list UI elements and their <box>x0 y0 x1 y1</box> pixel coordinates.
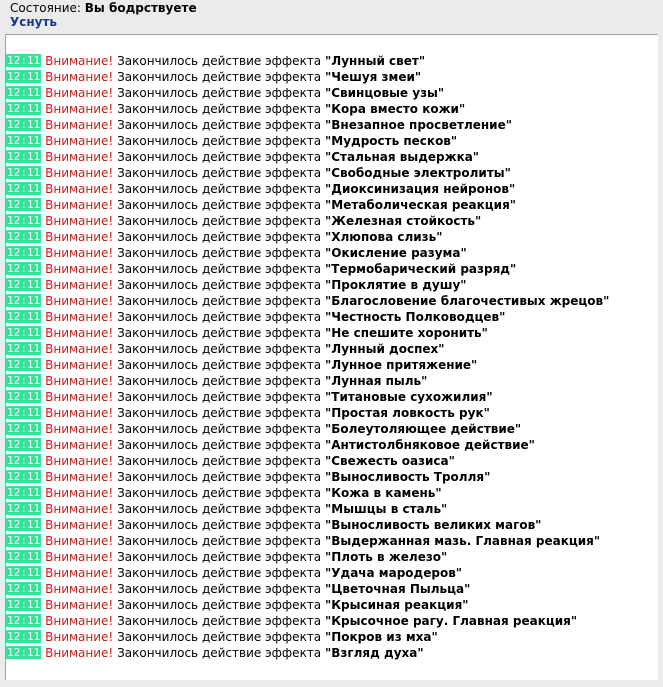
message-timestamp[interactable]: 12:11 <box>7 182 41 195</box>
chat-message <box>6 421 658 437</box>
message-timestamp[interactable]: 12:11 <box>7 390 41 403</box>
warning-label: Внимание! <box>45 518 114 532</box>
message-timestamp[interactable]: 12:11 <box>7 230 41 243</box>
warning-label: Внимание! <box>45 502 114 516</box>
chat-message <box>6 325 658 341</box>
chat-message <box>6 629 658 645</box>
message-timestamp[interactable]: 12:11 <box>7 54 41 67</box>
effect-name: "Титановые сухожилия" <box>325 390 493 404</box>
message-text: Закончилось действие эффекта <box>117 294 322 308</box>
chat-message <box>6 117 658 133</box>
message-timestamp[interactable]: 12:11 <box>7 118 41 131</box>
message-text: Закончилось действие эффекта <box>117 406 322 420</box>
message-timestamp[interactable]: 12:11 <box>7 326 41 339</box>
chat-message <box>6 437 658 453</box>
status-value: Вы бодрствуете <box>84 1 197 15</box>
effect-name: "Стальная выдержка" <box>325 150 480 164</box>
chat-message <box>6 549 658 565</box>
warning-label: Внимание! <box>45 566 114 580</box>
effect-name: "Благословение благочестивых жрецов" <box>325 294 610 308</box>
effect-name: "Мышцы в сталь" <box>325 502 448 516</box>
message-text: Закончилось действие эффекта <box>117 438 322 452</box>
message-timestamp[interactable]: 12:11 <box>7 422 41 435</box>
message-timestamp[interactable]: 12:11 <box>7 214 41 227</box>
message-timestamp[interactable]: 12:11 <box>7 374 41 387</box>
chat-message <box>6 389 658 405</box>
chat-message <box>6 293 658 309</box>
warning-label: Внимание! <box>45 310 114 324</box>
chat-message <box>6 533 658 549</box>
message-text: Закончилось действие эффекта <box>117 134 322 148</box>
message-timestamp[interactable]: 12:11 <box>7 358 41 371</box>
message-timestamp[interactable]: 12:11 <box>7 294 41 307</box>
message-text: Закончилось действие эффекта <box>117 502 322 516</box>
message-timestamp[interactable]: 12:11 <box>7 262 41 275</box>
effect-name: "Лунная пыль" <box>325 374 428 388</box>
effect-name: "Покров из мха" <box>325 630 438 644</box>
message-text: Закончилось действие эффекта <box>117 598 322 612</box>
message-text: Закончилось действие эффекта <box>117 582 322 596</box>
chat-message <box>6 261 658 277</box>
warning-label: Внимание! <box>45 614 114 628</box>
message-timestamp[interactable]: 12:11 <box>7 454 41 467</box>
warning-label: Внимание! <box>45 326 114 340</box>
effect-name: "Диоксинизация нейронов" <box>325 182 516 196</box>
warning-label: Внимание! <box>45 358 114 372</box>
message-text: Закончилось действие эффекта <box>117 86 322 100</box>
warning-label: Внимание! <box>45 54 114 68</box>
message-timestamp[interactable]: 12:11 <box>7 486 41 499</box>
warning-label: Внимание! <box>45 646 114 660</box>
message-text: Закончилось действие эффекта <box>117 486 322 500</box>
warning-label: Внимание! <box>45 454 114 468</box>
message-timestamp[interactable]: 12:11 <box>7 582 41 595</box>
effect-name: "Антистолбняковое действие" <box>325 438 535 452</box>
message-timestamp[interactable]: 12:11 <box>7 198 41 211</box>
effect-name: "Термобарический разряд" <box>325 262 517 276</box>
chat-message <box>6 213 658 229</box>
chat-message <box>6 309 658 325</box>
chat-message <box>6 181 658 197</box>
message-timestamp[interactable]: 12:11 <box>7 598 41 611</box>
message-text: Закончилось действие эффекта <box>117 182 322 196</box>
message-timestamp[interactable]: 12:11 <box>7 246 41 259</box>
effect-name: "Честность Полководцев" <box>325 310 506 324</box>
message-text: Закончилось действие эффекта <box>117 214 322 228</box>
warning-label: Внимание! <box>45 70 114 84</box>
message-text: Закончилось действие эффекта <box>117 118 322 132</box>
warning-label: Внимание! <box>45 294 114 308</box>
effect-name: "Крысочное рагу. Главная реакция" <box>325 614 578 628</box>
message-timestamp[interactable]: 12:11 <box>7 70 41 83</box>
warning-label: Внимание! <box>45 134 114 148</box>
message-timestamp[interactable]: 12:11 <box>7 518 41 531</box>
message-text: Закончилось действие эффекта <box>117 326 322 340</box>
message-text: Закончилось действие эффекта <box>117 550 322 564</box>
effect-name: "Лунный свет" <box>325 54 426 68</box>
warning-label: Внимание! <box>45 550 114 564</box>
warning-label: Внимание! <box>45 150 114 164</box>
warning-label: Внимание! <box>45 166 114 180</box>
effect-name: "Выносливость Тролля" <box>325 470 491 484</box>
warning-label: Внимание! <box>45 486 114 500</box>
chat-message <box>6 133 658 149</box>
chat-message <box>6 149 658 165</box>
warning-label: Внимание! <box>45 278 114 292</box>
message-timestamp[interactable]: 12:11 <box>7 502 41 515</box>
message-text: Закончилось действие эффекта <box>117 230 322 244</box>
message-text: Закончилось действие эффекта <box>117 470 322 484</box>
message-text: Закончилось действие эффекта <box>117 422 322 436</box>
message-text: Закончилось действие эффекта <box>117 102 322 116</box>
message-text: Закончилось действие эффекта <box>117 70 322 84</box>
effect-name: "Крысиная реакция" <box>325 598 469 612</box>
warning-label: Внимание! <box>45 390 114 404</box>
message-text: Закончилось действие эффекта <box>117 454 322 468</box>
effect-name: "Выдержанная мазь. Главная реакция" <box>325 534 601 548</box>
message-text: Закончилось действие эффекта <box>117 310 322 324</box>
effect-name: "Кора вместо кожи" <box>325 102 466 116</box>
effect-name: "Окисление разума" <box>325 246 467 260</box>
message-text: Закончилось действие эффекта <box>117 630 322 644</box>
message-text: Закончилось действие эффекта <box>117 54 322 68</box>
status-label: Состояние: <box>10 1 81 15</box>
message-timestamp[interactable]: 12:11 <box>7 614 41 627</box>
warning-label: Внимание! <box>45 118 114 132</box>
warning-label: Внимание! <box>45 374 114 388</box>
message-list <box>6 53 658 661</box>
warning-label: Внимание! <box>45 102 114 116</box>
effect-name: "Лунное притяжение" <box>325 358 478 372</box>
message-text: Закончилось действие эффекта <box>117 566 322 580</box>
chat-log[interactable] <box>5 34 658 680</box>
effect-name: "Железная стойкость" <box>325 214 482 228</box>
effect-name: "Хлюпова слизь" <box>325 230 443 244</box>
message-timestamp[interactable]: 12:11 <box>7 630 41 643</box>
message-text: Закончилось действие эффекта <box>117 390 322 404</box>
chat-message <box>6 85 658 101</box>
effect-name: "Взгляд духа" <box>325 646 424 660</box>
chat-message <box>6 341 658 357</box>
chat-message <box>6 53 658 69</box>
warning-label: Внимание! <box>45 630 114 644</box>
message-timestamp[interactable]: 12:11 <box>7 550 41 563</box>
chat-message <box>6 245 658 261</box>
status-bar <box>0 0 663 30</box>
message-text: Закончилось действие эффекта <box>117 374 322 388</box>
warning-label: Внимание! <box>45 406 114 420</box>
message-timestamp[interactable]: 12:11 <box>7 86 41 99</box>
effect-name: "Свинцовые узы" <box>325 86 445 100</box>
message-text: Закончилось действие эффекта <box>117 518 322 532</box>
message-timestamp[interactable]: 12:11 <box>7 150 41 163</box>
effect-name: "Свежесть оазиса" <box>325 454 455 468</box>
sleep-link[interactable]: Уснуть <box>10 15 58 29</box>
message-text: Закончилось действие эффекта <box>117 614 322 628</box>
warning-label: Внимание! <box>45 230 114 244</box>
effect-name: "Удача мародеров" <box>325 566 463 580</box>
chat-message <box>6 485 658 501</box>
effect-name: "Не спешите хоронить" <box>325 326 488 340</box>
warning-label: Внимание! <box>45 246 114 260</box>
message-timestamp[interactable]: 12:11 <box>7 310 41 323</box>
effect-name: "Лунный доспех" <box>325 342 445 356</box>
warning-label: Внимание! <box>45 438 114 452</box>
chat-message <box>6 197 658 213</box>
effect-name: "Чешуя змеи" <box>325 70 422 84</box>
chat-message <box>6 165 658 181</box>
chat-message <box>6 277 658 293</box>
chat-message <box>6 517 658 533</box>
effect-name: "Плоть в железо" <box>325 550 448 564</box>
warning-label: Внимание! <box>45 534 114 548</box>
message-timestamp[interactable]: 12:11 <box>7 278 41 291</box>
effect-name: "Выносливость великих магов" <box>325 518 542 532</box>
chat-message <box>6 453 658 469</box>
chat-message <box>6 645 658 661</box>
message-text: Закончилось действие эффекта <box>117 646 322 660</box>
effect-name: "Простая ловкость рук" <box>325 406 490 420</box>
message-timestamp[interactable]: 12:11 <box>7 534 41 547</box>
message-text: Закончилось действие эффекта <box>117 166 322 180</box>
chat-message <box>6 581 658 597</box>
chat-message <box>6 469 658 485</box>
chat-message <box>6 565 658 581</box>
message-text: Закончилось действие эффекта <box>117 150 322 164</box>
message-timestamp[interactable]: 12:11 <box>7 102 41 115</box>
message-timestamp[interactable]: 12:11 <box>7 134 41 147</box>
warning-label: Внимание! <box>45 422 114 436</box>
message-timestamp[interactable]: 12:11 <box>7 470 41 483</box>
chat-message <box>6 357 658 373</box>
warning-label: Внимание! <box>45 182 114 196</box>
chat-message <box>6 69 658 85</box>
chat-message <box>6 501 658 517</box>
effect-name: "Внезапное просветление" <box>325 118 512 132</box>
message-text: Закончилось действие эффекта <box>117 262 322 276</box>
chat-message <box>6 101 658 117</box>
warning-label: Внимание! <box>45 342 114 356</box>
message-timestamp[interactable]: 12:11 <box>7 166 41 179</box>
message-text: Закончилось действие эффекта <box>117 246 322 260</box>
message-timestamp[interactable]: 12:11 <box>7 342 41 355</box>
effect-name: "Цветочная Пыльца" <box>325 582 471 596</box>
effect-name: "Свободные электролиты" <box>325 166 511 180</box>
effect-name: "Проклятие в душу" <box>325 278 467 292</box>
chat-message <box>6 597 658 613</box>
warning-label: Внимание! <box>45 262 114 276</box>
status-line <box>10 1 663 15</box>
message-timestamp[interactable]: 12:11 <box>7 406 41 419</box>
message-text: Закончилось действие эффекта <box>117 198 322 212</box>
message-text: Закончилось действие эффекта <box>117 358 322 372</box>
effect-name: "Мудрость песков" <box>325 134 458 148</box>
message-timestamp[interactable]: 12:11 <box>7 438 41 451</box>
warning-label: Внимание! <box>45 582 114 596</box>
warning-label: Внимание! <box>45 198 114 212</box>
message-text: Закончилось действие эффекта <box>117 534 322 548</box>
effect-name: "Кожа в камень" <box>325 486 442 500</box>
warning-label: Внимание! <box>45 470 114 484</box>
effect-name: "Болеутоляющее действие" <box>325 422 522 436</box>
message-timestamp[interactable]: 12:11 <box>7 566 41 579</box>
chat-message <box>6 229 658 245</box>
message-text: Закончилось действие эффекта <box>117 278 322 292</box>
warning-label: Внимание! <box>45 86 114 100</box>
chat-message <box>6 373 658 389</box>
message-text: Закончилось действие эффекта <box>117 342 322 356</box>
chat-message <box>6 405 658 421</box>
chat-message <box>6 613 658 629</box>
effect-name: "Метаболическая реакция" <box>325 198 517 212</box>
message-timestamp[interactable]: 12:11 <box>7 646 41 659</box>
warning-label: Внимание! <box>45 598 114 612</box>
warning-label: Внимание! <box>45 214 114 228</box>
